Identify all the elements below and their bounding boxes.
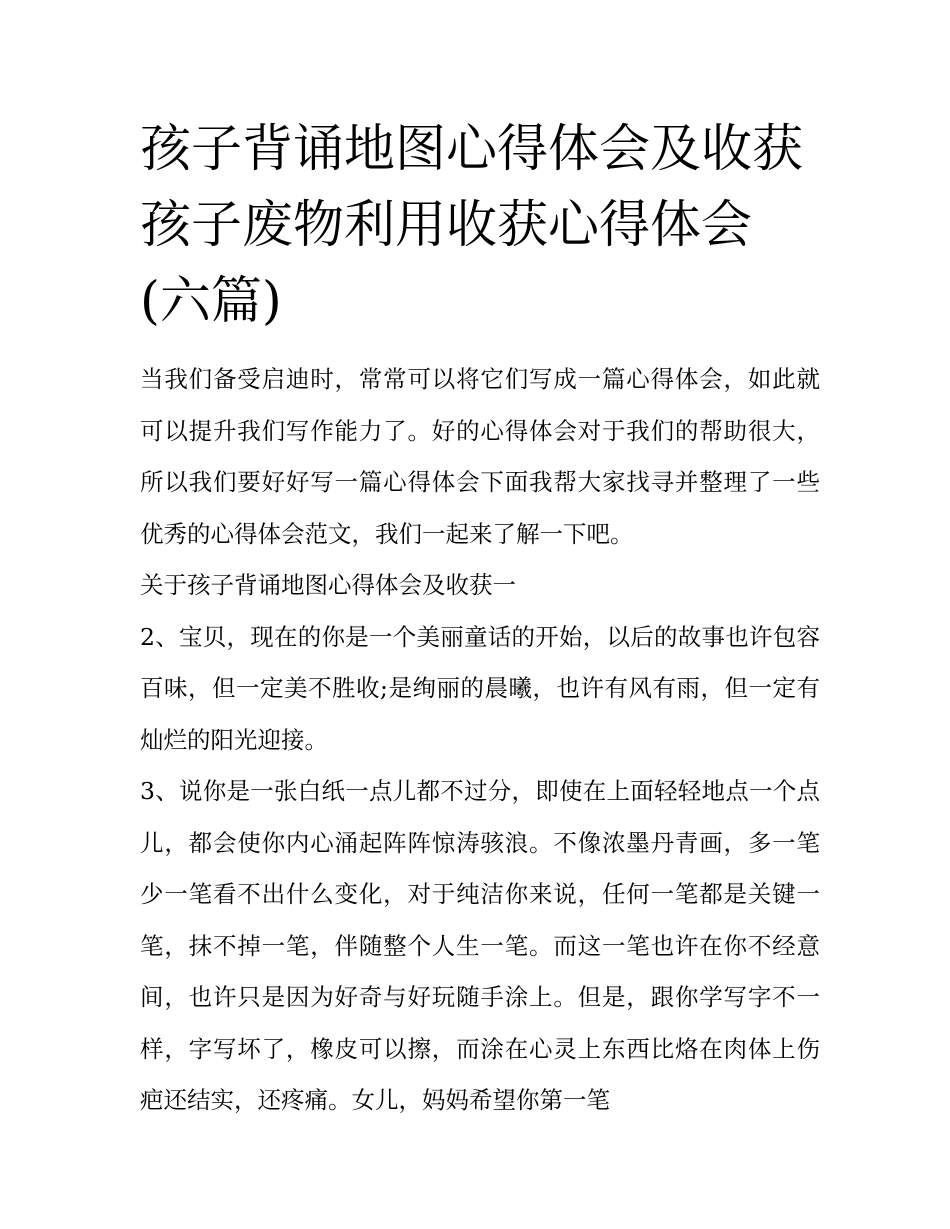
list-paragraph-2: 2、宝贝，现在的你是一个美丽童话的开始，以后的故事也许包容百味，但一定美不胜收;是绚丽的晨曦，也许有风有雨，但一定有灿烂的阳光迎接。 [140,622,820,754]
document-body [140,354,820,1127]
section-heading: 关于孩子背诵地图心得体会及收获一 [140,571,516,599]
list-paragraph-3: 3、说你是一张白纸一点儿都不过分，即使在上面轻轻地点一个点儿，都会使你内心涌起阵阵惊涛骇浪。不像浓墨丹青画，多一笔少一笔看不出什么变化，对于纯洁你来说，任何一笔都是关键一笔，抹不掉一笔，伴随整个人生一笔。而这一笔也许在你不经意间，也许只是因为好奇与好玩随手涂上。但是，跟你学写字不一样，字写坏了，橡皮可以擦，而涂在心灵上东西比烙在肉体上伤疤还结实，还疼痛。女儿，妈妈希望你第一笔 [140,777,820,1114]
intro-paragraph: 当我们备受启迪时，常常可以将它们写成一篇心得体会，如此就可以提升我们写作能力了。好的心得体会对于我们的帮助很大，所以我们要好好写一篇心得体会下面我帮大家找寻并整理了一些优秀的心得体会范文，我们一起来了解一下吧。 [140,365,820,548]
document-page [140,112,820,1127]
document-title: 孩子背诵地图心得体会及收获孩子废物利用收获心得体会(六篇) [140,120,804,331]
